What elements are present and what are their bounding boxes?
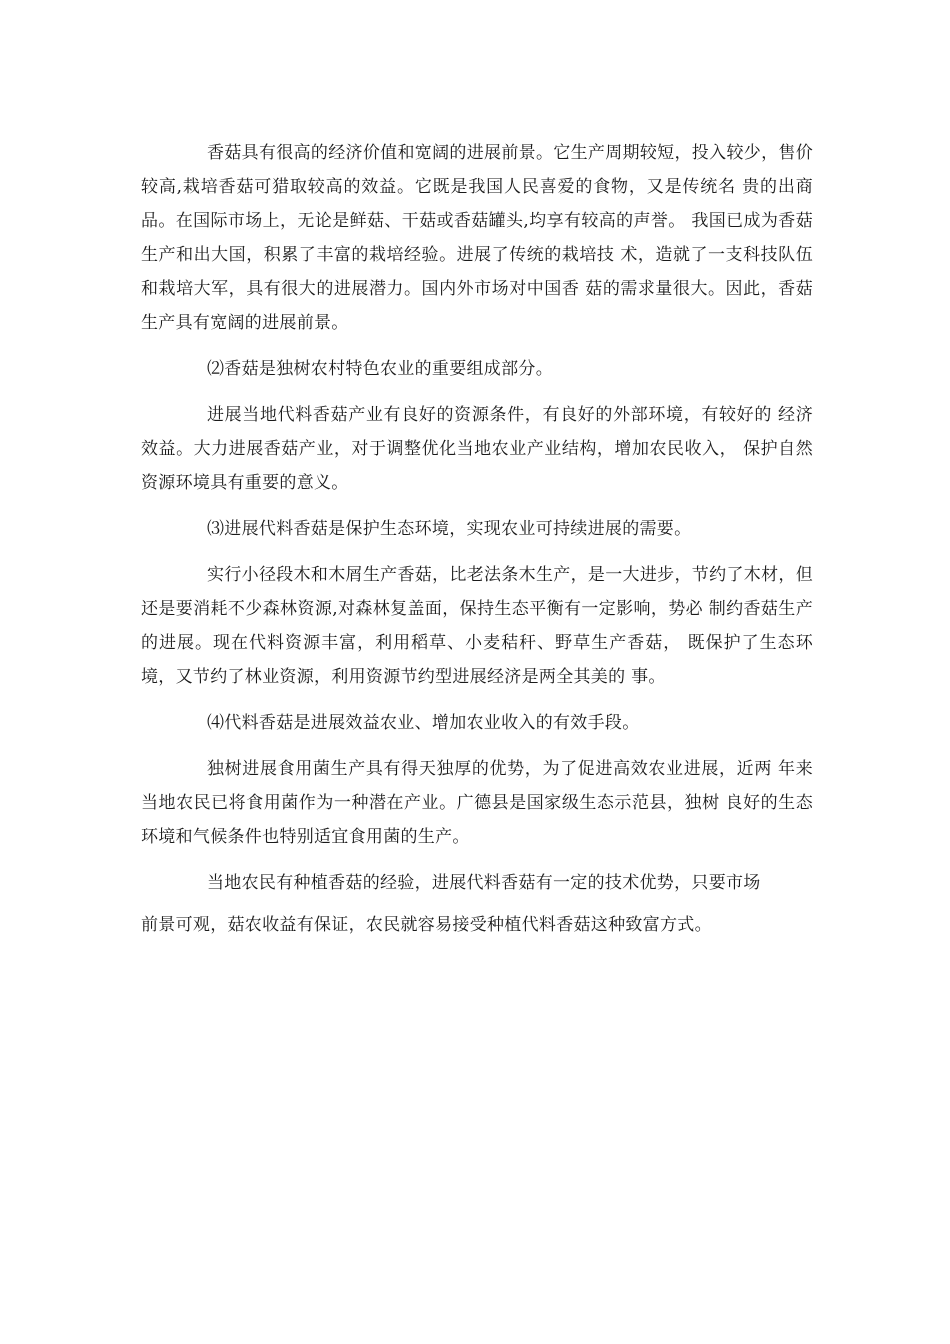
paragraph-point-2: 进展当地代料香菇产业有良好的资源条件，有良好的外部环境，有较好的 经济效益。大力进展香菇产业，对于调整优化当地农业产业结构，增加农民收入， 保护自然资源环境具有重要的意义。 (141, 405, 813, 493)
paragraph-point-3: 实行小径段木和木屑生产香菇，比老法条木生产，是一大进步，节约了木材，但还是要消耗不少森林资源,对森林复盖面，保持生态平衡有一定影响，势必 制约香菇生产的进展。现在代料资源丰富，利用稻草、小麦秸秆、野草生产香菇， 既保护了生态环境，又节约了林业资源，利用资源节约型进展经济是两全其美的 事。 (141, 565, 813, 687)
heading-point-2: ⑵香菇是独树农村特色农业的重要组成部分。 (207, 359, 553, 379)
heading-point-4: ⑷代料香菇是进展效益农业、增加农业收入的有效手段。 (207, 713, 640, 733)
document-body (141, 136, 813, 942)
heading-point-3: ⑶进展代料香菇是保护生态环境，实现农业可持续进展的需要。 (207, 519, 692, 539)
paragraph-point-4: 独树进展食用菌生产具有得天独厚的优势，为了促进高效农业进展，近两 年来当地农民已将食用菌作为一种潜在产业。广德县是国家级生态示范县，独树 良好的生态环境和气候条件也特别适宜食用菌的生产。 (141, 759, 813, 847)
paragraph-intro: 香菇具有很高的经济价值和宽阔的进展前景。它生产周期较短，投入较少，售价较高,栽培香菇可猎取较高的效益。它既是我国人民喜爱的食物，又是传统名 贵的出商品。在国际市场上，无论是鲜菇、干菇或香菇罐头,均享有较高的声誉。 我国已成为香菇生产和出大国，积累了丰富的栽培经验。进展了传统的栽培技 术，造就了一支科技队伍和栽培大军，具有很大的进展潜力。国内外市场对中国香 菇的需求量很大。因此，香菇生产具有宽阔的进展前景。 (141, 143, 813, 333)
closing-line-2: 前景可观，菇农收益有保证，农民就容易接受种植代料香菇这种致富方式。 (141, 915, 712, 935)
paragraph-closing (141, 866, 813, 942)
closing-line-1: 当地农民有种植香菇的经验，进展代料香菇有一定的技术优势，只要市场 (207, 873, 761, 893)
